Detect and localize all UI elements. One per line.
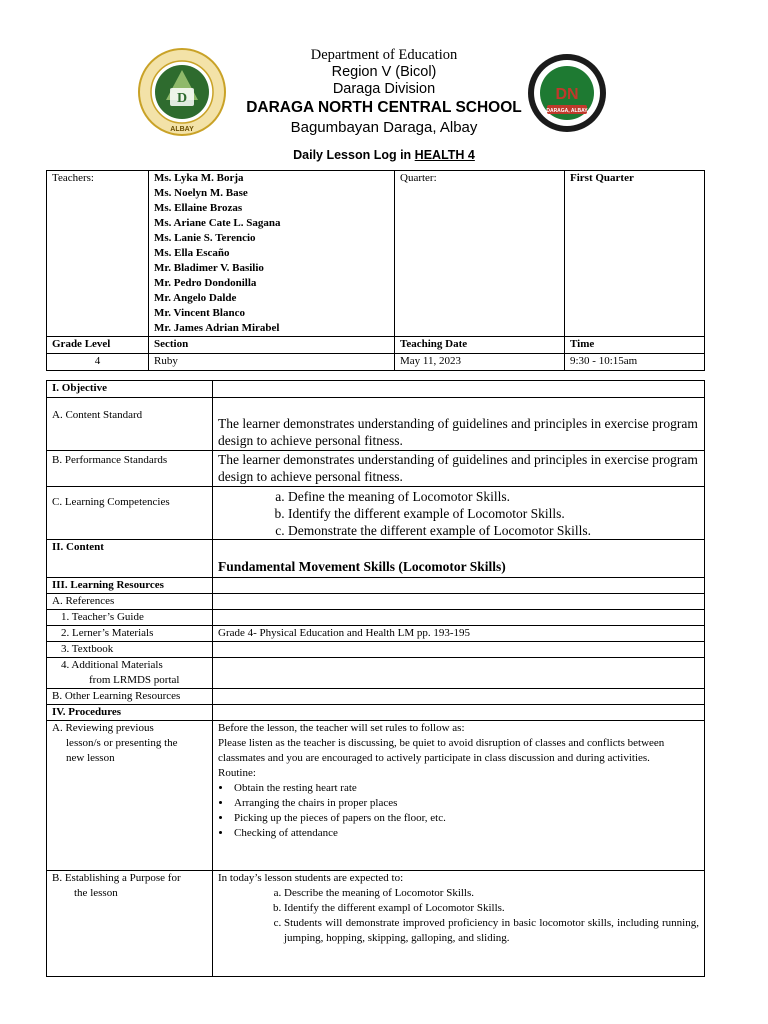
- teacher-info-table: [46, 170, 705, 371]
- content-heading: II. Content: [47, 540, 213, 578]
- reviewing-content: [213, 721, 705, 871]
- purpose-label: [47, 871, 213, 977]
- other-resources-label: B. Other Learning Resources: [47, 689, 213, 705]
- region-name: Region V (Bicol): [331, 64, 437, 80]
- teacher-name: Mr. Bladimer V. Basilio: [154, 262, 264, 274]
- empty-cell: [213, 578, 705, 594]
- teacher-name: Mr. Angelo Dalde: [154, 292, 237, 304]
- additional-materials-line2: from LRMDS portal: [89, 674, 180, 686]
- learners-materials-label: 2. Lerner’s Materials: [47, 626, 213, 642]
- title-subject: HEALTH 4: [414, 148, 475, 162]
- content-text: Fundamental Movement Skills (Locomotor Skills): [213, 540, 705, 578]
- competency-item: a. Define the meaning of Locomotor Skills.: [288, 488, 699, 505]
- reviewing-label-line2: lesson/s or presenting the: [66, 737, 178, 749]
- reviewing-rules: Please listen as the teacher is discussing, be quiet to avoid disruption of classes and conflicts between classmates and you are encouraged to actively participate in class discussion and during activities.: [218, 737, 665, 764]
- purpose-content: [213, 871, 705, 977]
- teacher-name: Ms. Noelyn M. Base: [154, 187, 248, 199]
- municipality-seal-logo: [138, 48, 226, 136]
- quarter-label: Quarter:: [395, 171, 565, 337]
- routine-item: • Arranging the chairs in proper places: [232, 796, 699, 811]
- time-value: 9:30 - 10:15am: [565, 354, 705, 371]
- textbook-label: 3. Textbook: [47, 642, 213, 658]
- school-header: [230, 47, 538, 138]
- section-value: Ruby: [149, 354, 395, 371]
- grade-level-value: 4: [47, 354, 149, 371]
- teaching-date-value: May 11, 2023: [395, 354, 565, 371]
- svg-text:D: D: [176, 91, 188, 106]
- teacher-name: Mr. Vincent Blanco: [154, 307, 245, 319]
- teachers-list: [149, 171, 395, 337]
- empty-cell: [213, 610, 705, 626]
- performance-standards-text: The learner demonstrates understanding of guidelines and principles in exercise program design to achieve personal fitness.: [213, 451, 705, 487]
- content-standard-label: A. Content Standard: [47, 398, 213, 451]
- routine-list: [218, 781, 699, 841]
- teaching-date-label: Teaching Date: [395, 337, 565, 354]
- objective-heading: I. Objective: [47, 381, 213, 398]
- purpose-item: c. Students will demonstrate improved proficiency in basic locomotor skills, including running, jumping, hopping, skipping, galloping, and sliding.: [284, 916, 699, 946]
- left-seal-bottom-text: ALBAY: [170, 126, 194, 133]
- empty-cell: [213, 705, 705, 721]
- department-name: Department of Education: [310, 47, 458, 63]
- section-label: Section: [149, 337, 395, 354]
- purpose-item: a. Describe the meaning of Locomotor Skills.: [284, 886, 699, 901]
- learners-materials-value: Grade 4- Physical Education and Health LM pp. 193-195: [213, 626, 705, 642]
- purpose-list: [218, 886, 699, 946]
- lesson-plan-table: [46, 380, 705, 977]
- purpose-item: b. Identify the different exampl of Locomotor Skills.: [284, 901, 699, 916]
- school-address: Bagumbayan Daraga, Albay: [290, 119, 478, 136]
- learning-resources-heading: III. Learning Resources: [47, 578, 213, 594]
- teacher-name: Ms. Ella Escaño: [154, 247, 230, 259]
- routine-label: Routine:: [218, 767, 256, 779]
- reviewing-label-line3: new lesson: [66, 752, 115, 764]
- quarter-value: First Quarter: [565, 171, 705, 337]
- purpose-label-line1: B. Establishing a Purpose for: [52, 872, 181, 884]
- teachers-guide-label: 1. Teacher’s Guide: [47, 610, 213, 626]
- title-prefix: Daily Lesson Log in: [293, 148, 415, 162]
- right-seal-bottom-text: DARAGA, ALBAY: [546, 108, 588, 114]
- purpose-label-line2: the lesson: [74, 887, 118, 899]
- teacher-name: Mr. James Adrian Mirabel: [154, 322, 280, 334]
- teacher-name: Ms. Lanie S. Terencio: [154, 232, 256, 244]
- reviewing-intro: Before the lesson, the teacher will set rules to follow as:: [218, 722, 465, 734]
- teacher-name: Mr. Pedro Dondonilla: [154, 277, 257, 289]
- content-standard-text: The learner demonstrates understanding of guidelines and principles in exercise program design to achieve personal fitness.: [213, 398, 705, 451]
- reviewing-label: [47, 721, 213, 871]
- empty-cell: [213, 689, 705, 705]
- school-seal-logo: [527, 53, 607, 133]
- routine-item: • Picking up the pieces of papers on the floor, etc.: [232, 811, 699, 826]
- competency-item: c. Demonstrate the different example of Locomotor Skills.: [288, 522, 699, 539]
- learning-competencies-label: C. Learning Competencies: [47, 487, 213, 540]
- learning-competencies-list: [213, 487, 705, 540]
- competency-item: b. Identify the different example of Locomotor Skills.: [288, 505, 699, 522]
- division-name: Daraga Division: [332, 81, 436, 97]
- teacher-name: Ms. Lyka M. Borja: [154, 172, 244, 184]
- procedures-heading: IV. Procedures: [47, 705, 213, 721]
- routine-item: • Obtain the resting heart rate: [232, 781, 699, 796]
- reviewing-label-line1: A. Reviewing previous: [52, 722, 154, 734]
- objective-empty-cell: [213, 381, 705, 398]
- svg-text:DN: DN: [555, 86, 579, 103]
- additional-materials-label: [47, 658, 213, 689]
- teacher-name: Ms. Ariane Cate L. Sagana: [154, 217, 281, 229]
- time-label: Time: [565, 337, 705, 354]
- teachers-label: Teachers:: [47, 171, 149, 337]
- empty-cell: [213, 658, 705, 689]
- empty-cell: [213, 594, 705, 610]
- additional-materials-line1: 4. Additional Materials: [61, 659, 163, 671]
- empty-cell: [213, 642, 705, 658]
- references-label: A. References: [47, 594, 213, 610]
- grade-level-label: Grade Level: [47, 337, 149, 354]
- performance-standards-label: B. Performance Standards: [47, 451, 213, 487]
- purpose-intro: In today’s lesson students are expected to:: [218, 872, 404, 884]
- teacher-name: Ms. Ellaine Brozas: [154, 202, 243, 214]
- school-name: DARAGA NORTH CENTRAL SCHOOL: [246, 99, 522, 116]
- routine-item: • Checking of attendance: [232, 826, 699, 841]
- document-title: [0, 148, 768, 162]
